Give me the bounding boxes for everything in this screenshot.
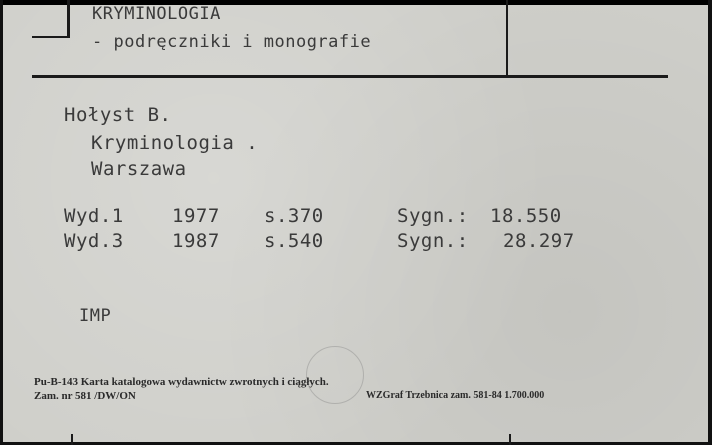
form-code-line: Pu-B-143 Karta katalogowa wydawnictw zwrotnych i ciągłych. (34, 376, 329, 388)
book-title: Kryminologia . (91, 132, 259, 154)
printer-info: WZGraf Trzebnica zam. 581-84 1.700.000 (366, 390, 545, 401)
note-imp: IMP (79, 306, 112, 326)
order-number: Zam. nr 581 /DW/ON (34, 390, 136, 402)
header-left-tick (32, 36, 70, 38)
header-left-rule (67, 0, 70, 38)
bottom-right-tick (509, 434, 511, 445)
edition-year: 1987 (172, 230, 220, 252)
faint-stamp-circle (306, 346, 364, 404)
edition-pages: s.540 (264, 230, 324, 252)
signature-label: Sygn.: (397, 205, 469, 227)
publication-place: Warszawa (91, 158, 187, 180)
edition-pages: s.370 (264, 205, 324, 227)
edition-year: 1977 (172, 205, 220, 227)
signature-number: 18.550 (490, 205, 562, 227)
header-underline (32, 75, 668, 78)
edition-label: Wyd.3 (64, 230, 124, 252)
bottom-left-tick (71, 434, 73, 445)
subcategory-heading: - podręczniki i monografie (92, 32, 372, 52)
signature-number: 28.297 (503, 230, 575, 252)
edition-label: Wyd.1 (64, 205, 124, 227)
category-heading: KRYMINOLOGIA (92, 4, 221, 24)
author: Hołyst B. (64, 104, 172, 126)
header-right-rule (506, 0, 508, 76)
card-right-edge (708, 0, 712, 445)
signature-label: Sygn.: (397, 230, 469, 252)
card-left-edge (0, 0, 3, 445)
